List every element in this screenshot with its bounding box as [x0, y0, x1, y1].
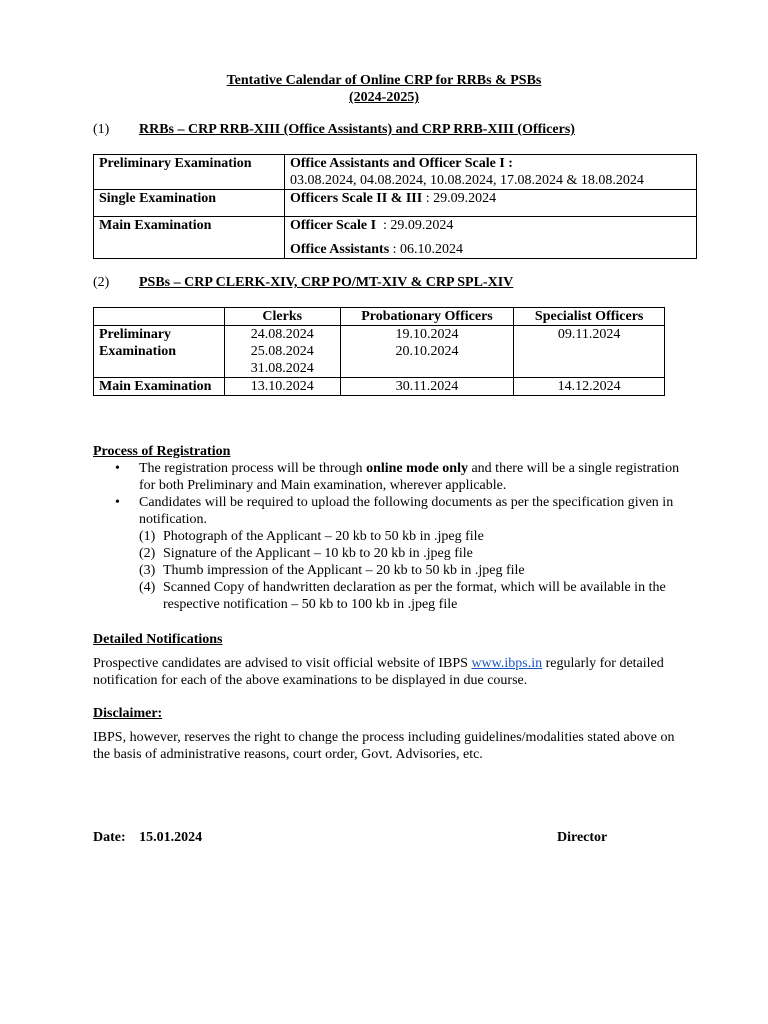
date-value: 14.12.2024: [557, 379, 621, 394]
row-value-text: : 06.10.2024: [389, 242, 464, 257]
row-value: [285, 190, 697, 217]
paragraph-text: regularly for detailed notification for each of the above examinations to be displayed in due course.: [93, 656, 664, 688]
column-header: Clerks: [224, 308, 340, 326]
date-value: 30.11.2024: [395, 379, 459, 394]
list-item: [93, 460, 683, 494]
bullet-emphasis: online mode only: [366, 461, 468, 476]
date-line: [93, 829, 202, 846]
disclaimer-paragraph: IBPS, however, reserves the right to change the process including guidelines/modalities stated above on the basis of administrative reasons, court order, Govt. Advisories, etc.: [93, 730, 675, 762]
cell-so: [514, 326, 665, 378]
bullet-text: Candidates will be required to upload the following documents as per the specification given in notification.: [139, 495, 674, 527]
document-item: [139, 545, 683, 562]
table-row: [94, 217, 697, 259]
section-1-number: (1): [93, 122, 110, 137]
row-value-text: 03.08.2024, 04.08.2024, 10.08.2024, 17.08.2024 & 18.08.2024: [290, 173, 644, 188]
row-label: Single Examination: [94, 190, 285, 217]
row-value-bold: Officer Scale I: [290, 218, 377, 233]
bullet-text: and there will be a single registration for both Preliminary and Main examination, wherever applicable.: [139, 461, 680, 493]
table-row: [94, 378, 665, 396]
column-header: [94, 308, 225, 326]
bullet-icon: •: [115, 461, 120, 476]
cell-clerks: [224, 378, 340, 396]
row-value-bold: Office Assistants: [290, 242, 390, 257]
signatory: Director: [557, 830, 608, 845]
registration-heading: Process of Registration: [93, 444, 231, 459]
row-label: Preliminary Examination: [94, 155, 285, 190]
document-item: [139, 528, 683, 545]
section-1-title: RRBs – CRP RRB-XIII (Office Assistants) and CRP RRB-XIII (Officers): [139, 122, 575, 137]
disclaimer-heading: Disclaimer:: [93, 706, 163, 721]
row-value-bold: Officers Scale II & III: [290, 191, 423, 206]
cell-so: [514, 378, 665, 396]
date-value: 25.08.2024: [250, 344, 314, 359]
row-label: Preliminary Examination: [94, 326, 225, 378]
item-text: Scanned Copy of handwritten declaration as per the format, which will be available in the respective notification – 50 kb to 100 kb in .jpeg file: [163, 580, 666, 612]
rrb-schedule-table: [93, 154, 697, 259]
cell-po: [340, 378, 514, 396]
page-title: Tentative Calendar of Online CRP for RRBs & PSBs: [226, 73, 542, 88]
section-2-title: PSBs – CRP CLERK-XIV, CRP PO/MT-XIV & CRP SPL-XIV: [139, 275, 514, 290]
ibps-website-link[interactable]: www.ibps.in: [471, 656, 543, 671]
row-value-text: : 29.09.2024: [376, 218, 454, 233]
column-header: Specialist Officers: [514, 308, 665, 326]
item-text: Thumb impression of the Applicant – 20 kb to 50 kb in .jpeg file: [163, 563, 525, 578]
item-number: (3): [139, 563, 156, 578]
date-label: Date:: [93, 830, 126, 845]
row-label: Main Examination: [94, 217, 285, 259]
cell-clerks: [224, 326, 340, 378]
table-header-row: [94, 308, 665, 326]
date-value: 24.08.2024: [250, 327, 314, 342]
date-value: 15.01.2024: [139, 830, 203, 845]
documents-list: [139, 528, 683, 613]
date-value: 19.10.2024: [395, 327, 459, 342]
paragraph-text: Prospective candidates are advised to visit official website of IBPS: [93, 656, 472, 671]
document-item: [139, 579, 683, 613]
table-row: [94, 190, 697, 217]
date-value: 20.10.2024: [395, 344, 459, 359]
row-value: [285, 217, 697, 259]
item-text: Photograph of the Applicant – 20 kb to 50 kb in .jpeg file: [163, 529, 484, 544]
notifications-paragraph: [93, 655, 683, 689]
psb-schedule-table: [93, 307, 665, 396]
cell-po: [340, 326, 514, 378]
item-text: Signature of the Applicant – 10 kb to 20 kb in .jpeg file: [163, 546, 473, 561]
item-number: (4): [139, 580, 156, 595]
document-item: [139, 562, 683, 579]
table-row: [94, 326, 665, 378]
date-value: 09.11.2024: [557, 327, 621, 342]
page-subtitle: (2024-2025): [349, 90, 419, 105]
date-value: 13.10.2024: [250, 379, 314, 394]
bullet-icon: •: [115, 495, 120, 510]
table-row: [94, 155, 697, 190]
column-header: Probationary Officers: [340, 308, 514, 326]
notifications-heading: Detailed Notifications: [93, 632, 223, 647]
row-value: [285, 155, 697, 190]
section-2-number: (2): [93, 275, 110, 290]
row-value-bold: Office Assistants and Officer Scale I :: [290, 156, 513, 171]
row-value-text: : 29.09.2024: [422, 191, 497, 206]
date-value: 31.08.2024: [250, 361, 314, 376]
list-item: [93, 494, 683, 613]
registration-list: [93, 460, 683, 613]
item-number: (2): [139, 546, 156, 561]
item-number: (1): [139, 529, 156, 544]
bullet-text: The registration process will be through: [139, 461, 367, 476]
row-label: Main Examination: [94, 378, 225, 396]
